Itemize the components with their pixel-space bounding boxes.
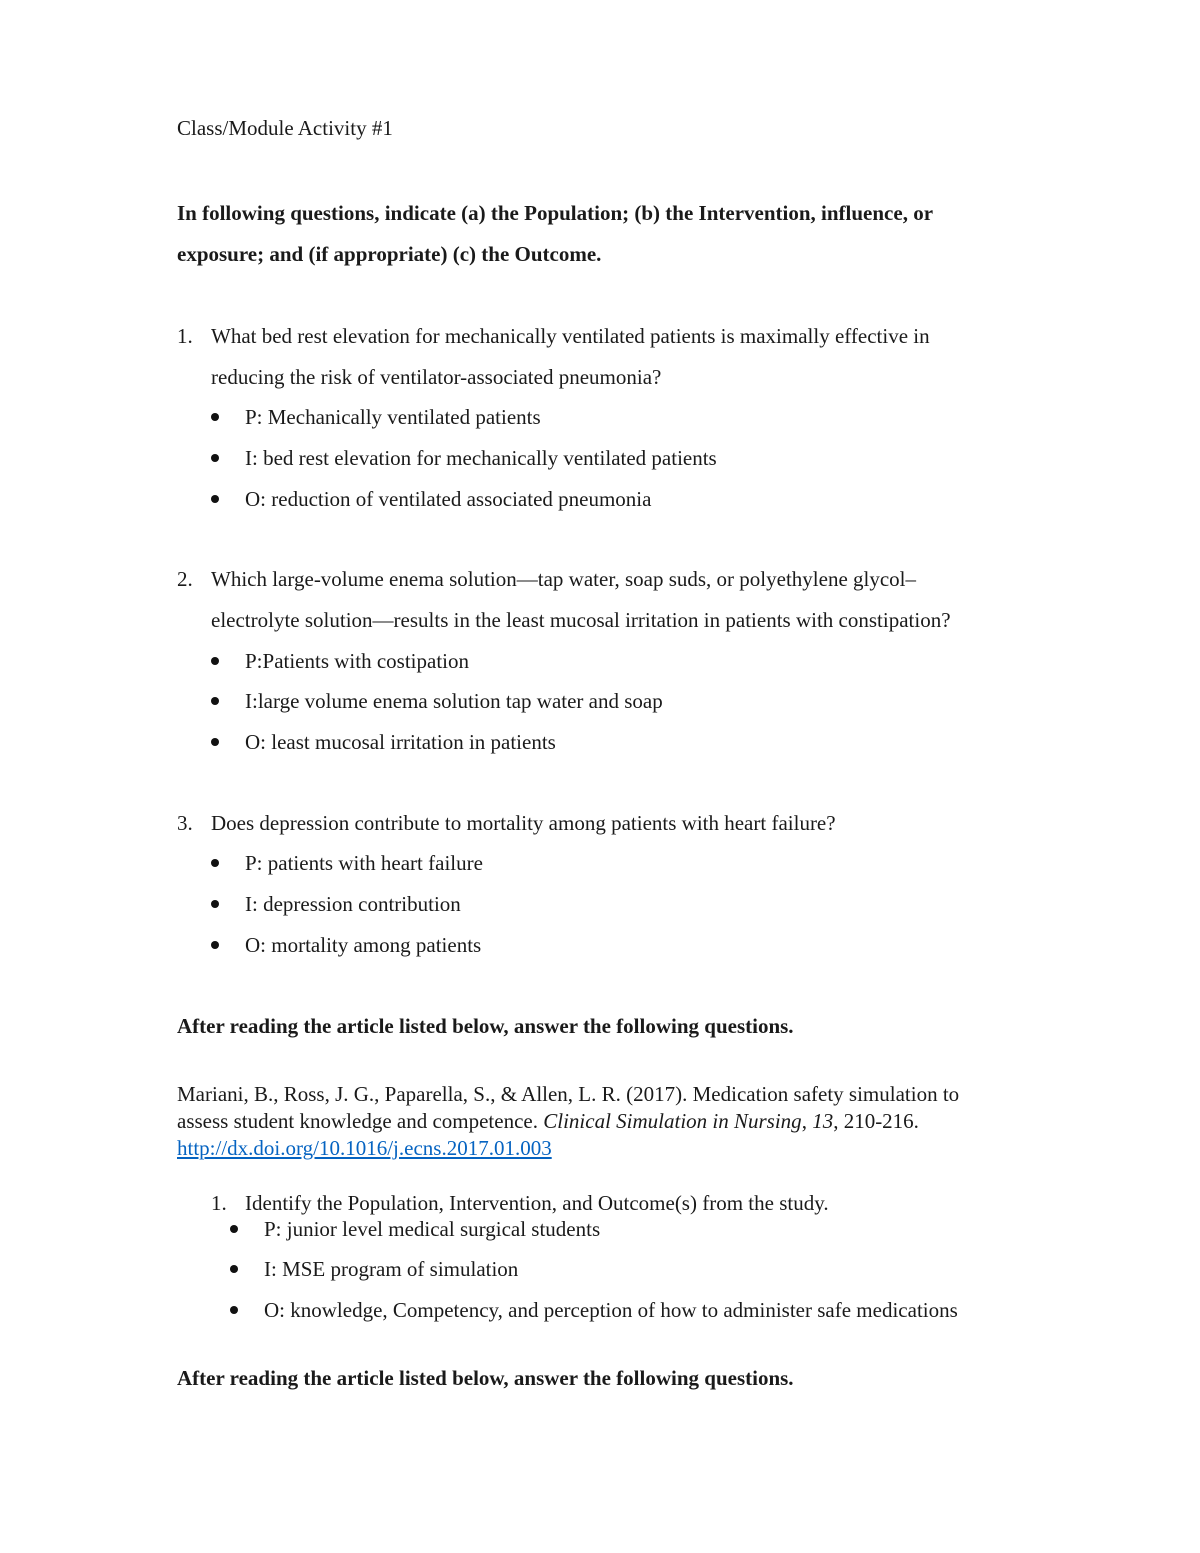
question-1-population: P: Mechanically ventilated patients [245, 405, 541, 429]
question-3-outcome: O: mortality among patients [245, 933, 482, 957]
citation-pages: , 210-216. [833, 1109, 919, 1133]
question-1-line-2: reducing the risk of ventilator-associated pneumonia? [211, 365, 662, 389]
question-2-line-2: electrolyte solution—results in the least mucosal irritation in patients with constipation? [211, 608, 951, 632]
citation-volume: 13 [812, 1109, 834, 1133]
question-2-outcome: O: least mucosal irritation in patients [245, 730, 556, 754]
after-reading-heading-2: After reading the article listed below, answer the following questions. [177, 1366, 794, 1390]
article-question-number: 1. [211, 1191, 227, 1215]
bullet-icon [211, 454, 219, 462]
article-question-text: Identify the Population, Intervention, and Outcome(s) from the study. [245, 1191, 829, 1215]
doi-link[interactable]: http://dx.doi.org/10.1016/j.ecns.2017.01.003 [177, 1136, 552, 1160]
bullet-icon [211, 697, 219, 705]
bullet-icon [211, 495, 219, 503]
question-1-line-1: What bed rest elevation for mechanically ventilated patients is maximally effective in [211, 324, 930, 348]
question-3-line-1: Does depression contribute to mortality among patients with heart failure? [211, 811, 836, 835]
question-3-number: 3. [177, 811, 193, 835]
bullet-icon [211, 738, 219, 746]
bullet-icon [230, 1225, 238, 1233]
citation-text: assess student knowledge and competence. [177, 1109, 544, 1133]
citation-line-3 [177, 1135, 552, 1161]
question-3-population: P: patients with heart failure [245, 851, 483, 875]
bullet-icon [211, 941, 219, 949]
bullet-icon [211, 413, 219, 421]
question-3-intervention: I: depression contribution [245, 892, 461, 916]
after-reading-heading-1: After reading the article listed below, answer the following questions. [177, 1014, 794, 1038]
bullet-icon [211, 657, 219, 665]
question-1-number: 1. [177, 324, 193, 348]
bullet-icon [211, 859, 219, 867]
bullet-icon [211, 900, 219, 908]
bullet-icon [230, 1265, 238, 1273]
question-2-number: 2. [177, 567, 193, 591]
question-1-outcome: O: reduction of ventilated associated pneumonia [245, 487, 652, 511]
question-2-line-1: Which large-volume enema solution—tap water, soap suds, or polyethylene glycol– [211, 567, 917, 591]
instructions-line-1: In following questions, indicate (a) the Population; (b) the Intervention, influence, or [177, 201, 934, 225]
article-population: P: junior level medical surgical students [264, 1217, 601, 1241]
citation-journal: Clinical Simulation in Nursing [543, 1109, 802, 1133]
article-outcome: O: knowledge, Competency, and perception of how to administer safe medications [264, 1298, 958, 1322]
question-2-intervention: I:large volume enema solution tap water and soap [245, 689, 663, 713]
page-title: Class/Module Activity #1 [177, 116, 393, 140]
citation-separator: , [801, 1109, 813, 1133]
citation-line-1: Mariani, B., Ross, J. G., Paparella, S., & Allen, L. R. (2017). Medication safety simulation to [177, 1082, 960, 1106]
question-1-intervention: I: bed rest elevation for mechanically ventilated patients [245, 446, 717, 470]
article-intervention: I: MSE program of simulation [264, 1257, 519, 1281]
bullet-icon [230, 1306, 238, 1314]
instructions-line-2: exposure; and (if appropriate) (c) the Outcome. [177, 242, 602, 266]
question-2-population: P:Patients with costipation [245, 649, 469, 673]
citation-line-2 [177, 1108, 919, 1134]
